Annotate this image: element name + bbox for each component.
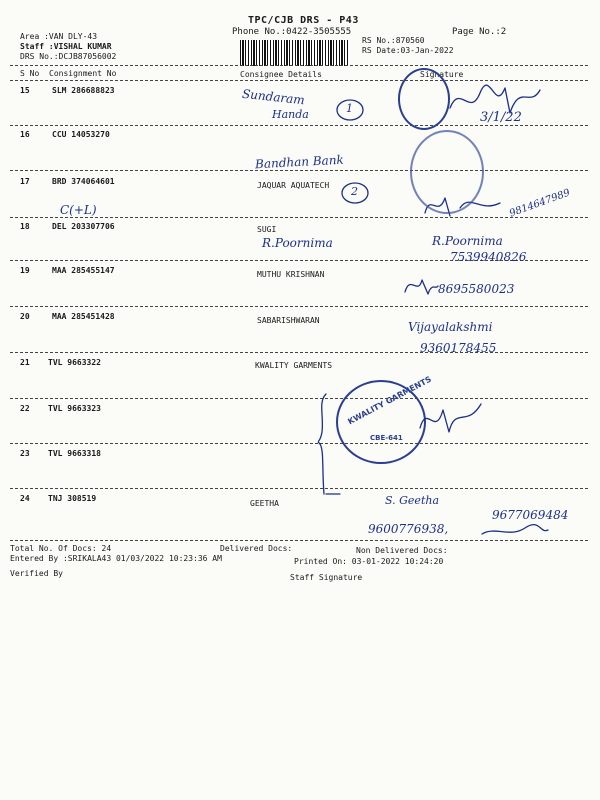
area-label: Area :VAN DLY-43 (20, 32, 98, 41)
row-sno: 20 (20, 312, 30, 321)
handwritten-name: R.Poornima (262, 236, 333, 250)
handwritten-number: 2 (351, 185, 358, 198)
handwritten-phone: 8695580023 (438, 282, 515, 296)
row-consignee: SABARISHWARAN (257, 316, 320, 325)
row-consignment: MAA 285451428 (52, 312, 115, 321)
handwritten-name: Sundaram (241, 86, 306, 108)
bracket-mark (312, 392, 342, 496)
row-divider (10, 398, 588, 399)
row-divider (10, 443, 588, 444)
handwritten-note: C(+L) (60, 203, 97, 217)
strike-through-scribble (480, 524, 550, 540)
entered-by: Entered By :SRIKALA43 01/03/2022 10:23:36 AM (10, 554, 222, 563)
row-consignee: SUGI (257, 225, 277, 234)
handwritten-phone: 9814647989 (508, 187, 572, 220)
row-sno: 17 (20, 177, 30, 186)
row-sno: 22 (20, 404, 30, 413)
row-divider (10, 125, 588, 126)
col-consignment: Consignment No (49, 69, 117, 78)
row-sno: 18 (20, 222, 30, 231)
handwritten-name: R.Poornima (432, 234, 503, 248)
round-stamp (398, 68, 450, 130)
delivered-docs: Delivered Docs: (220, 544, 293, 553)
row-consignment: TVL 9663322 (48, 358, 101, 367)
row-consignee: MUTHU KRISHNAN (257, 270, 325, 279)
header-divider (10, 65, 588, 66)
row-sno: 15 (20, 86, 30, 95)
row-divider (10, 352, 588, 353)
phone-number: Phone No.:0422-3505555 (232, 27, 352, 37)
drs-number: DRS No.:DCJB87056002 (20, 52, 117, 61)
row-consignee: KWALITY GARMENTS (255, 361, 333, 370)
row-consignment: BRD 374064601 (52, 177, 115, 186)
row-consignment: TNJ 308519 (48, 494, 97, 503)
barcode (240, 40, 350, 66)
row-consignment: TVL 9663323 (48, 404, 101, 413)
row-consignment: TVL 9663318 (48, 449, 101, 458)
staff-signature: Staff Signature (290, 573, 363, 582)
handwritten-name: Bandhan Bank (254, 152, 345, 172)
verified-by: Verified By (10, 569, 63, 578)
col-sno: S No (20, 69, 40, 78)
handwritten-name: Handa (272, 108, 309, 121)
row-divider (10, 488, 588, 489)
staff-label: Staff :VISHAL KUMAR (20, 42, 112, 51)
row-sno: 21 (20, 358, 30, 367)
handwritten-phone: 9360178455 (420, 341, 497, 355)
signature-scribble (400, 272, 440, 298)
signature-scribble (440, 78, 550, 123)
signature-scribble (415, 398, 485, 442)
row-consignment: MAA 285455147 (52, 266, 115, 275)
stamp-text: KWALITY GARMENTS (346, 374, 433, 427)
handwritten-number: 1 (346, 102, 353, 115)
row-consignee: JAQUAR AQUATECH (257, 181, 330, 190)
handwritten-phone: 9677069484 (492, 508, 569, 522)
handwritten-date: 3/1/22 (480, 110, 522, 125)
row-sno: 16 (20, 130, 30, 139)
non-delivered-docs: Non Delivered Docs: (356, 546, 448, 555)
printed-on: Printed On: 03-01-2022 10:24:20 (294, 557, 444, 566)
row-consignment: SLM 286688823 (52, 86, 115, 95)
footer-divider (10, 540, 588, 541)
row-sno: 19 (20, 266, 30, 275)
report-title: TPC/CJB DRS - P43 (248, 15, 359, 26)
round-stamp (410, 130, 484, 214)
col-signature: Signature (420, 70, 464, 79)
col-consignee: Consignee Details (240, 70, 322, 79)
page-number: Page No.:2 (452, 27, 507, 37)
row-consignment: DEL 203307706 (52, 222, 115, 231)
row-consignment: CCU 14053270 (52, 130, 110, 139)
handwritten-name: Vijayalakshmi (408, 320, 493, 334)
rs-number: RS No.:870560 (362, 36, 425, 45)
stamp-text: CBE-641 (370, 434, 403, 442)
handwritten-phone: 7539940826 (450, 250, 527, 264)
total-docs: Total No. Of Docs: 24 (10, 544, 112, 553)
row-divider (10, 306, 588, 307)
handwritten-phone: 9600776938, (368, 522, 449, 536)
row-sno: 23 (20, 449, 30, 458)
rs-date: RS Date:03-Jan-2022 (362, 46, 454, 55)
handwritten-name: S. Geetha (385, 494, 440, 507)
row-divider (10, 170, 588, 171)
row-sno: 24 (20, 494, 30, 503)
row-consignee: GEETHA (250, 499, 279, 508)
